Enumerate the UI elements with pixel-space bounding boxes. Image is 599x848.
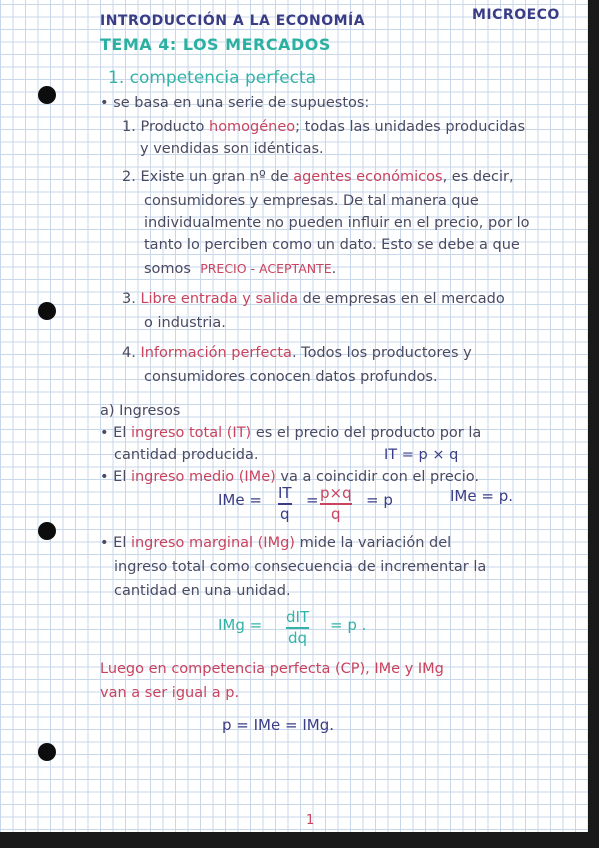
- conclusion-line: van a ser igual a p.: [100, 685, 240, 701]
- subject-label: MICROECO: [472, 7, 560, 23]
- binder-hole: [38, 86, 56, 104]
- paragraph: • El ingreso total (IT) es el precio del producto por la: [100, 425, 482, 441]
- equals-sign: =: [306, 491, 319, 509]
- formula-ime-lhs: IMe =: [218, 491, 262, 509]
- formula-ime-rhs: = p: [366, 491, 393, 509]
- list-item-cont: o industria.: [144, 315, 226, 331]
- formula-it: IT = p × q: [384, 447, 459, 463]
- list-item-cont: tanto lo perciben como un dato. Esto se debe a que: [144, 237, 520, 253]
- binder-hole: [38, 522, 56, 540]
- paragraph-cont: ingreso total como consecuencia de incrementar la: [114, 559, 487, 575]
- list-item-cont: y vendidas son idénticas.: [140, 141, 324, 157]
- list-item-cont: individualmente no pueden influir en el precio, por lo: [144, 215, 530, 231]
- formula-img-lhs: IMg =: [218, 616, 263, 634]
- subsection-label: a) Ingresos: [100, 403, 181, 419]
- list-item-cont: consumidores y empresas. De tal manera que: [144, 193, 479, 209]
- binder-hole: [38, 302, 56, 320]
- course-title: INTRODUCCIÓN A LA ECONOMÍA: [100, 13, 366, 29]
- page-number: 1: [306, 813, 315, 828]
- list-item-cont: consumidores conocen datos profundos.: [144, 369, 438, 385]
- fraction: dIT dq: [286, 608, 310, 647]
- list-item-cont: somos PRECIO - ACEPTANTE.: [144, 261, 337, 277]
- section-intro: • se basa en una serie de supuestos:: [100, 95, 370, 111]
- fraction: p×q q: [320, 484, 352, 523]
- fraction: IT q: [278, 484, 292, 523]
- formula-conclusion: p = IMe = IMg.: [222, 716, 334, 734]
- list-item: 1. Producto homogéneo; todas las unidades producidas: [122, 119, 526, 135]
- binder-hole: [38, 743, 56, 761]
- paragraph: • El ingreso marginal (IMg) mide la variación del: [100, 535, 452, 551]
- list-item: 2. Existe un gran nº de agentes económicos, es decir,: [122, 169, 514, 185]
- section-heading: 1. competencia perfecta: [108, 68, 317, 88]
- topic-title: TEMA 4: LOS MERCADOS: [100, 35, 331, 54]
- paragraph-cont: cantidad producida.: [114, 447, 259, 463]
- list-item: 4. Información perfecta. Todos los productores y: [122, 345, 472, 361]
- list-item: 3. Libre entrada y salida de empresas en el mercado: [122, 291, 505, 307]
- conclusion-line: Luego en competencia perfecta (CP), IMe y IMg: [100, 661, 444, 677]
- formula-img-rhs: = p .: [330, 616, 367, 634]
- paragraph-cont: cantidad en una unidad.: [114, 583, 291, 599]
- formula-ime-short: IMe = p.: [450, 487, 513, 505]
- paragraph: • El ingreso medio (IMe) va a coincidir con el precio.: [100, 469, 480, 485]
